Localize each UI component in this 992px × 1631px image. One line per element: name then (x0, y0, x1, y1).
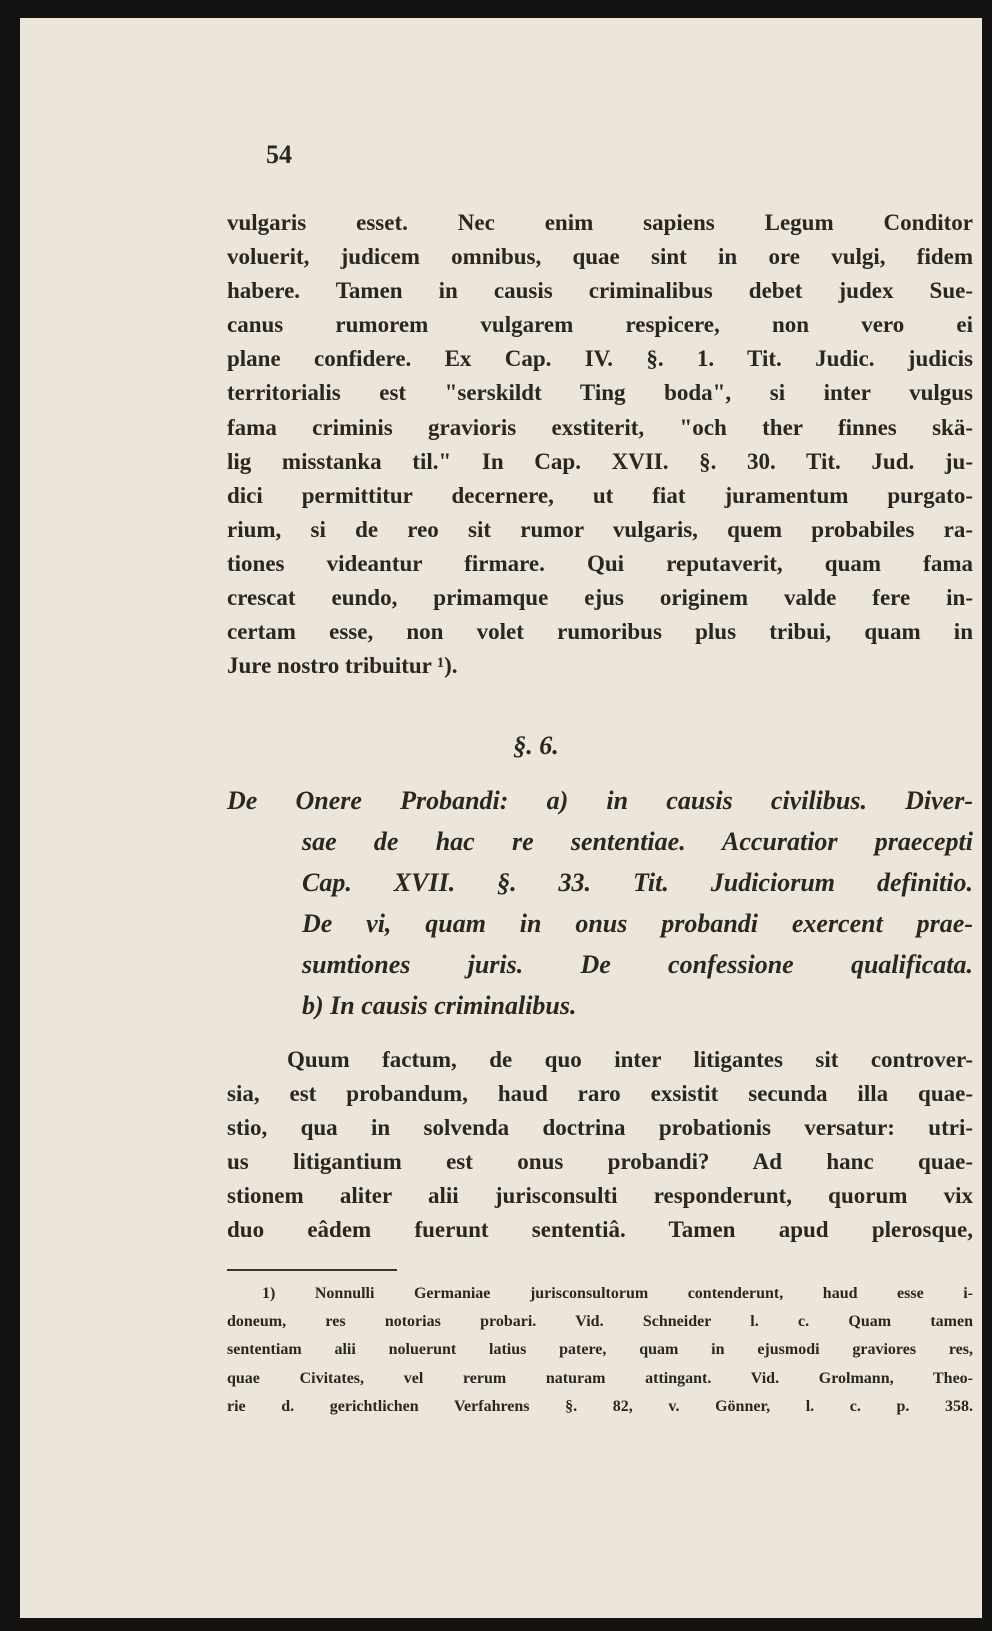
footnote-divider (227, 1269, 397, 1271)
footnote-line: quae Civitates, vel rerum naturam attingant. Vid. Grolmann, Theo- (227, 1369, 973, 1387)
text-line: us litigantium est onus probandi? Ad hanc quae- (227, 1149, 973, 1175)
page-number: 54 (266, 140, 292, 169)
text-line: vulgaris esset. Nec enim sapiens Legum Conditor (227, 210, 973, 235)
footnote-line: sententiam alii noluerunt latius patere, quam in ejusmodi graviores res, (227, 1341, 973, 1359)
text-line: canus rumorem vulgarem respicere, non vero ei (227, 312, 973, 338)
text-line: lig misstanka til." In Cap. XVII. §. 30. Tit. Jud. ju- (227, 448, 973, 474)
summary-line: De Onere Probandi: a) in causis civilibus. Diver- (227, 786, 973, 815)
text-line: Quum factum, de quo inter litigantes sit controver- (287, 1047, 973, 1072)
summary-line: sumtiones juris. De confessione qualificata. (302, 950, 973, 979)
text-line: fama criminis gravioris exstiterit, "och ther finnes skä- (227, 414, 973, 440)
footnotes (227, 1280, 973, 1421)
body-paragraph-1 (227, 206, 973, 683)
text-line: Jure nostro tribuitur ¹). (227, 653, 458, 679)
text-line: voluerit, judicem omnibus, quae sint in ore vulgi, fidem (227, 244, 973, 270)
footnote-line: doneum, res notorias probari. Vid. Schneider l. c. Quam tamen (227, 1313, 973, 1331)
text-line: habere. Tamen in causis criminalibus debet judex Sue- (227, 278, 973, 304)
text-line: plane confidere. Ex Cap. IV. §. 1. Tit. Judic. judicis (227, 346, 973, 372)
text-line: crescat eundo, primamque ejus originem valde fere in- (227, 585, 973, 611)
text-line: sia, est probandum, haud raro exsistit secunda illa quae- (227, 1081, 973, 1107)
text-line: certam esse, non volet rumoribus plus tribui, quam in (227, 619, 973, 645)
footnote-line: rie d. gerichtlichen Verfahrens §. 82, v. Gönner, l. c. p. 358. (227, 1397, 973, 1415)
text-line: dici permittitur decernere, ut fiat juramentum purgato- (227, 482, 973, 508)
text-line: duo eâdem fuerunt sententiâ. Tamen apud plerosque, (227, 1217, 973, 1243)
footnote-line: 1) Nonnulli Germaniae jurisconsultorum contenderunt, haud esse i- (262, 1285, 973, 1302)
book-page (20, 18, 982, 1618)
text-line: stionem aliter alii jurisconsulti responderunt, quorum vix (227, 1183, 973, 1209)
summary-line: De vi, quam in onus probandi exercent prae- (302, 909, 973, 938)
text-line: territorialis est "serskildt Ting boda", si inter vulgus (227, 380, 973, 406)
text-line: tiones videantur firmare. Qui reputaverit, quam fama (227, 550, 973, 576)
body-paragraph-2 (227, 1043, 973, 1248)
text-line: stio, qua in solvenda doctrina probationis versatur: utri- (227, 1115, 973, 1141)
section-heading: §. 6. (513, 731, 559, 760)
text-line: rium, si de reo sit rumor vulgaris, quem probabiles ra- (227, 516, 973, 542)
section-summary (227, 780, 973, 1026)
summary-line: b) In causis criminalibus. (302, 991, 577, 1020)
summary-line: Cap. XVII. §. 33. Tit. Judiciorum definitio. (302, 868, 973, 897)
summary-line: sae de hac re sententiae. Accuratior praecepti (302, 827, 973, 856)
